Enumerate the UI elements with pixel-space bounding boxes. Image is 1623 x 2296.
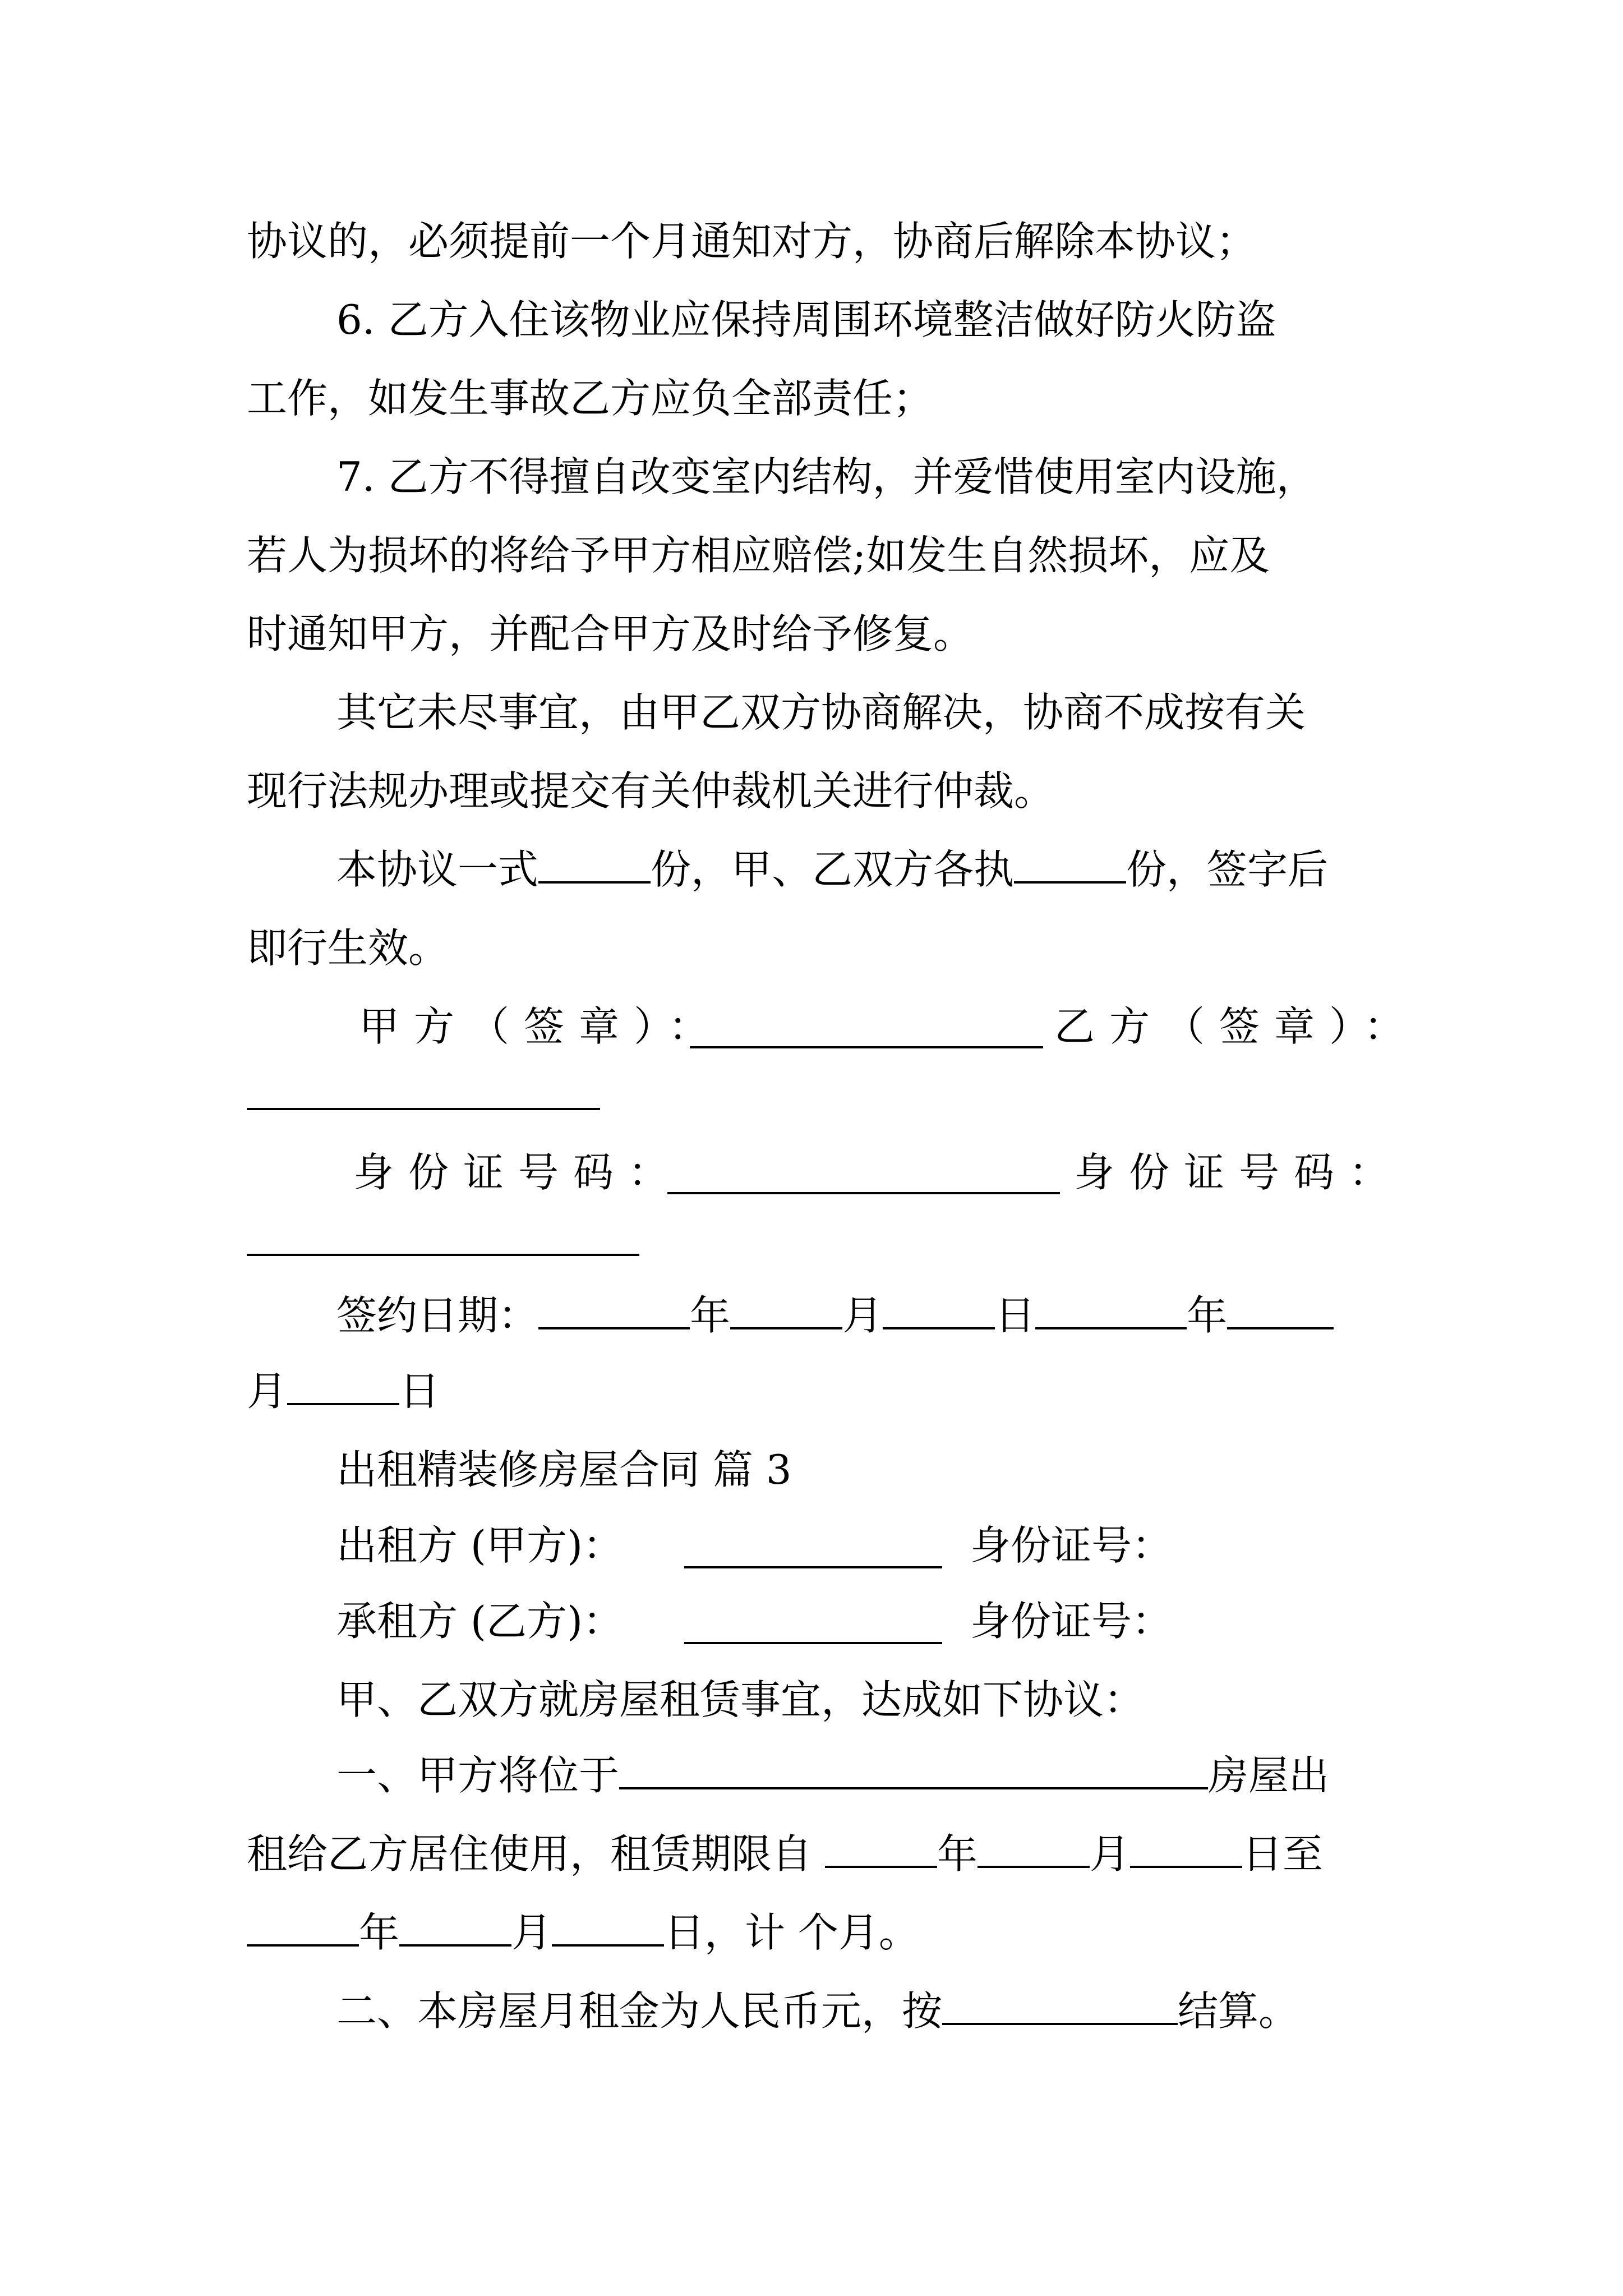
end-day-blank[interactable] [552, 1904, 664, 1947]
lessee-name-blank[interactable] [684, 1642, 942, 1644]
party-b-signature-blank[interactable] [247, 1108, 600, 1110]
clause-2-text-b: 结算。 [1178, 1987, 1299, 2035]
party-a-year-blank[interactable] [538, 1287, 690, 1329]
year-char: 年 [690, 1292, 731, 1339]
lessor-id-label: 身份证号： [970, 1522, 1173, 1569]
year-char: 年 [1187, 1292, 1228, 1339]
text-line-1: 协议的，必须提前一个月通知对方，协商后解除本协议； [247, 218, 1257, 265]
month-char: 月 [511, 1909, 552, 1956]
month-char: 月 [247, 1368, 288, 1415]
party-b-signature-label: 乙方（签章）： [1054, 1003, 1419, 1050]
clause-1-line-1 [336, 1742, 1329, 1809]
party-b-day-blank[interactable] [287, 1363, 399, 1405]
section-title: 出租精装修房屋合同 篇 3 [336, 1446, 792, 1493]
party-a-signature-blank[interactable] [690, 1046, 1043, 1048]
text-line-10: 即行生效。 [247, 924, 449, 972]
clause-1-text-d: 日至 [1242, 1830, 1323, 1878]
party-b-id-blank[interactable] [247, 1254, 639, 1256]
party-b-month-blank-partial[interactable] [1227, 1287, 1334, 1329]
clause-1-text-a: 一、甲方将位于 [336, 1752, 620, 1799]
copies-text-c: 份，签字后 [1126, 846, 1329, 893]
start-day-blank[interactable] [1130, 1825, 1242, 1868]
copies-text-a: 本协议一式 [336, 846, 539, 893]
clause-2-line [336, 1977, 1299, 2045]
party-a-signature-label: 甲方（签章）： [359, 1003, 724, 1050]
month-char: 月 [1089, 1830, 1130, 1878]
party-a-id-label: 身份证号码： [353, 1149, 684, 1196]
copies-total-blank[interactable] [538, 841, 651, 884]
sign-date-line [336, 1282, 1334, 1349]
party-a-month-blank[interactable] [730, 1287, 842, 1329]
property-address-blank[interactable] [619, 1747, 1208, 1789]
month-char: 月 [842, 1292, 883, 1339]
party-a-id-blank[interactable] [667, 1192, 1060, 1194]
lessor-name-blank[interactable] [684, 1566, 942, 1568]
text-line-8: 现行法规办理或提交有关仲裁机关进行仲裁。 [247, 767, 1055, 815]
agreement-intro: 甲、乙双方就房屋租赁事宜，达成如下协议： [336, 1676, 1145, 1723]
copies-text-b: 份，甲、乙双方各执 [651, 846, 1015, 893]
start-month-blank[interactable] [978, 1825, 1090, 1868]
text-line-7: 其它未尽事宜，由甲乙双方协商解决，协商不成按有关 [336, 689, 1306, 736]
clause-2-text-a: 二、本房屋月租金为人民币元，按 [336, 1987, 943, 2035]
lessee-id-label: 身份证号： [970, 1598, 1173, 1645]
sign-date-line-2 [247, 1358, 440, 1425]
day-char: 日 [399, 1368, 440, 1415]
copies-each-blank[interactable] [1014, 841, 1126, 884]
sign-date-label: 签约日期： [336, 1292, 539, 1339]
end-year-blank[interactable] [247, 1904, 359, 1947]
text-line-4: 7. 乙方不得擅自改变室内结构，并爱惜使用室内设施， [336, 453, 1317, 500]
party-a-day-blank[interactable] [883, 1287, 995, 1329]
party-b-year-blank[interactable] [1035, 1287, 1187, 1329]
end-month-blank[interactable] [399, 1904, 511, 1947]
clause-1-line-2 [247, 1820, 1323, 1888]
party-b-id-label: 身份证号码： [1074, 1149, 1404, 1196]
clause-1-text-b: 房屋出 [1208, 1752, 1330, 1799]
settlement-method-blank[interactable] [942, 1982, 1178, 2025]
clause-1-text-c: 租给乙方居住使用，租赁期限自 [247, 1830, 825, 1878]
clause-1-text-e: 日，计 个月。 [664, 1909, 919, 1956]
year-char: 年 [359, 1909, 400, 1956]
day-char: 日 [995, 1292, 1036, 1339]
text-line-3: 工作，如发生事故乙方应负全部责任； [247, 375, 934, 422]
lessee-label: 承租方 (乙方)： [336, 1598, 624, 1645]
year-char: 年 [937, 1830, 978, 1878]
copies-line [336, 836, 1328, 903]
text-line-6: 时通知甲方，并配合甲方及时给予修复。 [247, 610, 974, 657]
start-year-blank[interactable] [825, 1825, 937, 1868]
lessor-label: 出租方 (甲方)： [336, 1522, 624, 1569]
text-line-2: 6. 乙方入住该物业应保持周围环境整洁做好防火防盗 [336, 296, 1276, 343]
text-line-5: 若人为损坏的将给予甲方相应赔偿;如发生自然损坏，应及 [247, 532, 1270, 579]
clause-1-line-3 [247, 1899, 919, 1966]
